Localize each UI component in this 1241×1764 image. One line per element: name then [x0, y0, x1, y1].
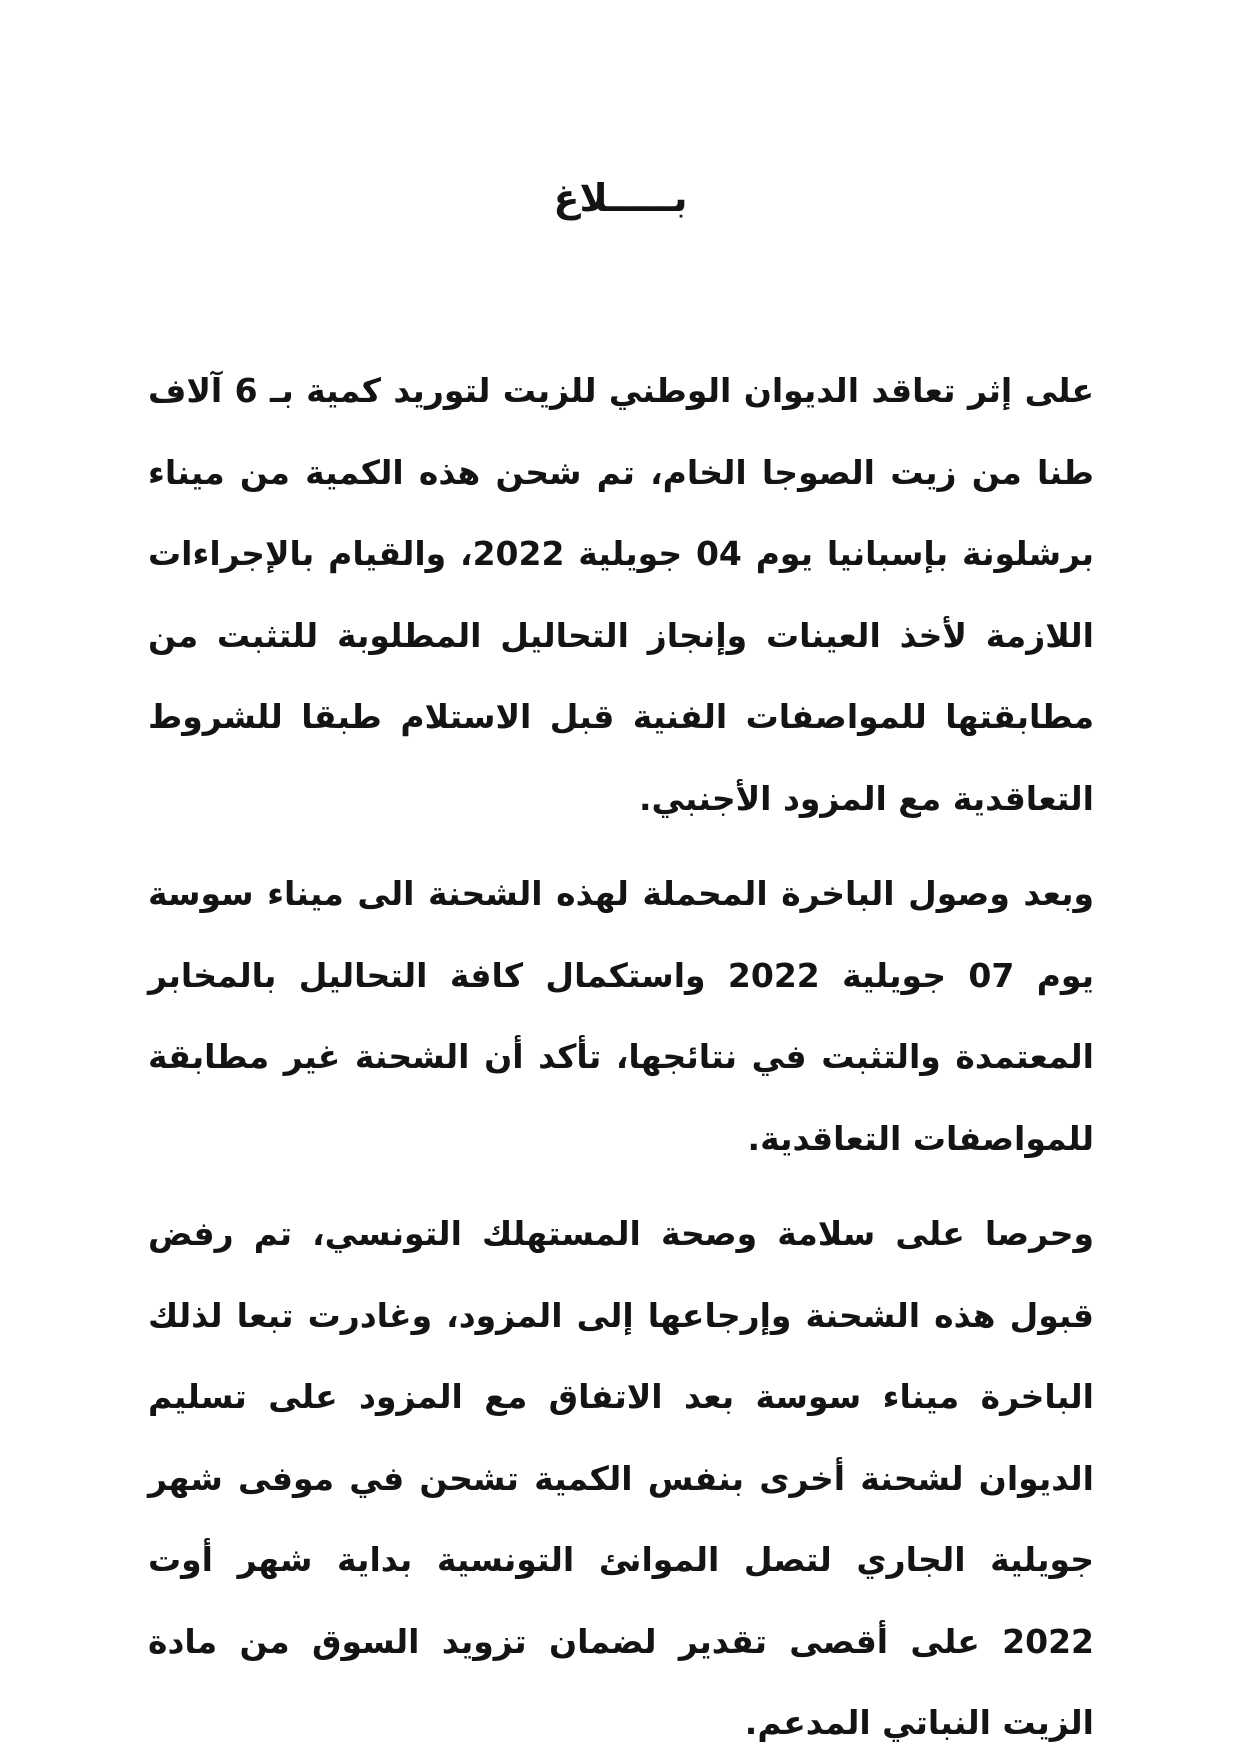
document-body	[148, 350, 1094, 1764]
paragraph-contract-shipment: على إثر تعاقد الديوان الوطني للزيت لتوريد كمية بـ 6 آلاف طنا من زيت الصوجا الخام، تم شحن هذه الكمية من ميناء برشلونة بإسبانيا يوم 04 جويلية 2022، والقيام بالإجراءات اللازمة لأخذ العينات وإنجاز التحاليل المطلوبة للتثبت من مطابقتها للمواصفات الفنية قبل الاستلام طبقا للشروط التعاقدية مع المزود الأجنبي.	[148, 371, 1094, 818]
paragraph-arrival-analysis: وبعد وصول الباخرة المحملة لهذه الشحنة الى ميناء سوسة يوم 07 جويلية 2022 واستكمال كافة التحاليل بالمخابر المعتمدة والتثبت في نتائجها، تأكد أن الشحنة غير مطابقة للمواصفات التعاقدية.	[148, 874, 1094, 1158]
paragraph-rejection-replacement: وحرصا على سلامة وصحة المستهلك التونسي، تم رفض قبول هذه الشحنة وإرجاعها إلى المزود، وغادرت تبعا لذلك الباخرة ميناء سوسة بعد الاتفاق مع المزود على تسليم الديوان لشحنة أخرى بنفس الكمية تشحن في موفى شهر جويلية الجاري لتصل الموانئ التونسية بداية شهر أوت 2022 على أقصى تقدير لضمان تزويد السوق من مادة الزيت النباتي المدعم.	[148, 1214, 1094, 1742]
document-title: بـــــلاغ	[553, 176, 688, 220]
